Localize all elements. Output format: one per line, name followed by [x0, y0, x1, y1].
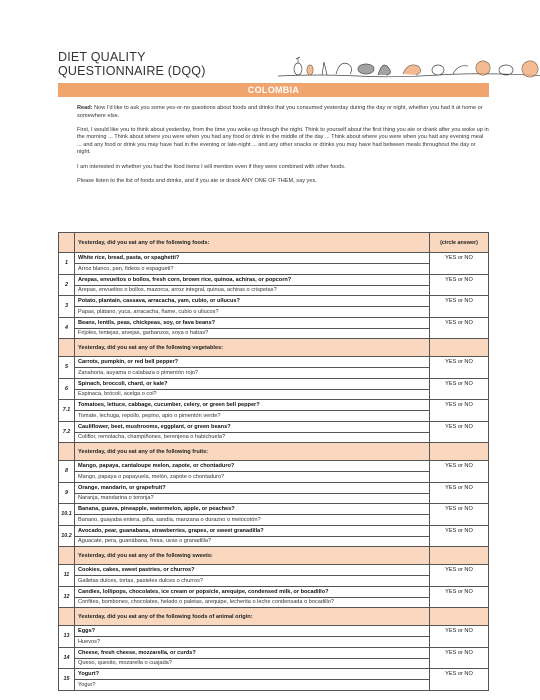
food-illustration-icon: [278, 50, 540, 84]
section-header-row: [59, 443, 489, 461]
section-header-blank-ans: [430, 443, 489, 461]
yes-no-answer[interactable]: YES or NO: [430, 482, 489, 504]
question-cell: [75, 253, 430, 275]
question-cell: [75, 626, 430, 648]
question-row: [59, 296, 489, 318]
question-spanish: Banano, guayaba entera, piña, sandía, manzana o durazno o melocotón?: [78, 516, 261, 523]
yes-no-answer[interactable]: YES or NO: [430, 669, 489, 691]
question-cell: [75, 421, 430, 443]
answer-column-header: (circle answer): [430, 233, 489, 253]
yes-no-answer[interactable]: YES or NO: [430, 357, 489, 379]
question-number: 2: [59, 274, 75, 296]
question-number: 11: [59, 565, 75, 587]
question-english: Cookies, cakes, sweet pastries, or churros?: [75, 565, 429, 576]
question-cell: [75, 357, 430, 379]
question-english: Potato, plantain, cassava, arracacha, yam, cubio, or ullucus?: [75, 296, 429, 307]
question-spanish: Queso, quesito, mozarella o cuajada?: [78, 660, 172, 666]
question-spanish: Huevos?: [78, 638, 101, 645]
question-english: Eggs?: [75, 626, 429, 637]
question-number: 9: [59, 482, 75, 504]
yes-no-answer[interactable]: YES or NO: [430, 421, 489, 443]
question-english: Orange, mandarin, or grapefruit?: [75, 483, 429, 494]
question-row: [59, 504, 489, 526]
question-spanish: Espinaca, brócoli, acelga o col?: [78, 391, 157, 397]
question-row: [59, 421, 489, 443]
question-english: White rice, bread, pasta, or spaghetti?: [75, 253, 429, 264]
yes-no-answer[interactable]: YES or NO: [430, 626, 489, 648]
yes-no-answer[interactable]: YES or NO: [430, 647, 489, 669]
question-english: Cheese, fresh cheese, mozzarella, or curds?: [75, 648, 429, 659]
question-english: Tomatoes, lettuce, cabbage, cucumber, celery, or green bell pepper?: [75, 400, 429, 411]
yes-no-answer[interactable]: YES or NO: [430, 296, 489, 318]
question-row: [59, 461, 489, 483]
question-english: Yogurt?: [75, 669, 429, 680]
intro-paragraph-2: First, I would like you to think about yesterday, from the time you woke up through the night. Think to yourself about the first thing you ate or drank after you woke up in the morning ... Think about where you were when you had any food or drink in the middle of the day ... Think about where you were when you had any evening meal ... and any food or drink you may have had in the evening or late-night ... and any other snacks or drinks you may have had between meals throughout the day or night.: [77, 126, 489, 156]
question-number: 1: [59, 253, 75, 275]
section-header-text: Yesterday, did you eat any of the following fruits:: [75, 443, 430, 461]
yes-no-answer[interactable]: YES or NO: [430, 400, 489, 422]
yes-no-answer[interactable]: YES or NO: [430, 525, 489, 547]
question-number: 8: [59, 461, 75, 483]
section-header-blank: [59, 547, 75, 565]
section-header-blank: [59, 608, 75, 626]
question-number: 7.1: [59, 400, 75, 422]
question-cell: [75, 586, 430, 608]
question-english: Banana, guava, pineapple, watermelon, apple, or peaches?: [75, 504, 429, 515]
yes-no-answer[interactable]: YES or NO: [430, 253, 489, 275]
question-spanish: Frijoles, lentejas, arvejas, garbanzos, soya o habas?: [78, 330, 209, 336]
question-row: [59, 647, 489, 669]
section-header-blank-ans: [430, 339, 489, 357]
question-cell: [75, 400, 430, 422]
question-cell: [75, 525, 430, 547]
section-header-row: [59, 339, 489, 357]
question-row: [59, 253, 489, 275]
section-header-blank: [59, 339, 75, 357]
questionnaire-table: [58, 232, 489, 691]
question-cell: [75, 378, 430, 400]
intro-paragraph-3: I am interested in whether you had the food items I will mention even if they were combined with other foods.: [77, 163, 346, 170]
question-number: 13: [59, 626, 75, 648]
question-row: [59, 626, 489, 648]
question-row: [59, 378, 489, 400]
question-english: Arepas, envueltos o bollos, fresh corn, brown rice, quinoa, achiras, or popcorn?: [75, 275, 429, 286]
read-label: Read:: [77, 105, 93, 111]
question-number: 10.2: [59, 525, 75, 547]
section-header-text: Yesterday, did you eat any of the following sweets:: [75, 547, 430, 565]
question-row: [59, 357, 489, 379]
question-cell: [75, 482, 430, 504]
question-cell: [75, 274, 430, 296]
section-header-row: [59, 233, 489, 253]
question-spanish: Yogur?: [78, 681, 96, 688]
question-number: 5: [59, 357, 75, 379]
question-english: Avocado, pear, guanabana, strawberries, grapes, or sweet granadilla?: [75, 526, 429, 537]
question-spanish: Naranja, mandarina o toronja?: [78, 495, 154, 501]
question-spanish: Arroz blanco, pan, fideos o espagueti?: [78, 265, 174, 272]
section-header-blank-ans: [430, 608, 489, 626]
question-row: [59, 525, 489, 547]
question-english: Mango, papaya, cantaloupe melon, zapote, or chontaduro?: [75, 461, 429, 472]
question-number: 7.2: [59, 421, 75, 443]
question-number: 12: [59, 586, 75, 608]
section-header-text: Yesterday, did you eat any of the following foods:: [75, 233, 430, 253]
question-cell: [75, 647, 430, 669]
yes-no-answer[interactable]: YES or NO: [430, 565, 489, 587]
question-cell: [75, 317, 430, 339]
question-english: Candies, lollipops, chocolates, ice cream or popsicle, arequipe, condensed milk, or bocadillo?: [75, 587, 429, 598]
yes-no-answer[interactable]: YES or NO: [430, 504, 489, 526]
section-header-blank: [59, 233, 75, 253]
question-cell: [75, 565, 430, 587]
question-number: 6: [59, 378, 75, 400]
question-spanish: Aguacate, pera, guanábana, fresa, uvas o granadilla?: [78, 538, 212, 544]
question-row: [59, 669, 489, 691]
question-spanish: Papas, plátano, yuca, arracacha, ñame, cubio o ullucos?: [78, 308, 219, 315]
yes-no-answer[interactable]: YES or NO: [430, 274, 489, 296]
intro-paragraph-1: [77, 105, 489, 120]
question-row: [59, 274, 489, 296]
question-english: Spinach, broccoli, chard, or kale?: [75, 379, 429, 390]
yes-no-answer[interactable]: YES or NO: [430, 461, 489, 483]
country-banner: COLOMBIA: [58, 83, 489, 97]
yes-no-answer[interactable]: YES or NO: [430, 317, 489, 339]
question-spanish: Zanahoria, auyama o calabaza o pimentón rojo?: [78, 369, 199, 376]
question-english: Carrots, pumpkin, or red bell pepper?: [75, 357, 429, 368]
section-header-text: Yesterday, did you eat any of the following vegetables:: [75, 339, 430, 357]
section-header-text: Yesterday, did you eat any of the following foods of animal origin:: [75, 608, 430, 626]
title-line-2: QUESTIONNAIRE (DQQ): [58, 64, 206, 78]
question-number: 14: [59, 647, 75, 669]
question-spanish: Tomate, lechuga, repollo, pepino, apio o pimentón verde?: [78, 412, 221, 419]
section-header-blank: [59, 443, 75, 461]
question-cell: [75, 461, 430, 483]
intro-text: [77, 105, 489, 192]
question-row: [59, 586, 489, 608]
section-header-blank-ans: [430, 547, 489, 565]
intro-paragraph-4: Please listen to the list of foods and drinks, and if you ate or drank ANY ONE OF THEM, say yes.: [77, 177, 317, 184]
section-header-row: [59, 608, 489, 626]
intro-p1-text: Now I'd like to ask you some yes-or-no questions about foods and drinks that you consumed yesterday during the day or night, whether you had it at home or somewhere else.: [77, 105, 483, 119]
question-row: [59, 565, 489, 587]
document-header: [58, 50, 488, 84]
question-cell: [75, 504, 430, 526]
question-spanish: Arepas, envueltos o bollos, mazorca, arroz integral, quinua, achiras o crispetas?: [78, 287, 277, 293]
question-number: 10.1: [59, 504, 75, 526]
question-row: [59, 400, 489, 422]
question-row: [59, 317, 489, 339]
question-spanish: Confites, bombones, chocolates, helado o paletas, arequipe, lecherita o leche condensada o bocadillo?: [78, 599, 334, 605]
question-spanish: Coliflor, remolacha, champiñones, berenjena o habichuela?: [78, 434, 226, 440]
question-number: 4: [59, 317, 75, 339]
title-line-1: DIET QUALITY: [58, 50, 146, 64]
question-number: 15: [59, 669, 75, 691]
question-spanish: Galletas dulces, tortas, pasteles dulces o churros?: [78, 577, 203, 584]
yes-no-answer[interactable]: YES or NO: [430, 586, 489, 608]
question-english: Beans, lentils, peas, chickpeas, soy, or fava beans?: [75, 318, 429, 329]
question-english: Cauliflower, beet, mushrooms, eggplant, or green beans?: [75, 422, 429, 433]
question-cell: [75, 669, 430, 691]
question-spanish: Mango, papaya o papayuela, melón, zapote o chontaduro?: [78, 473, 225, 480]
question-cell: [75, 296, 430, 318]
question-row: [59, 482, 489, 504]
section-header-row: [59, 547, 489, 565]
yes-no-answer[interactable]: YES or NO: [430, 378, 489, 400]
question-number: 3: [59, 296, 75, 318]
